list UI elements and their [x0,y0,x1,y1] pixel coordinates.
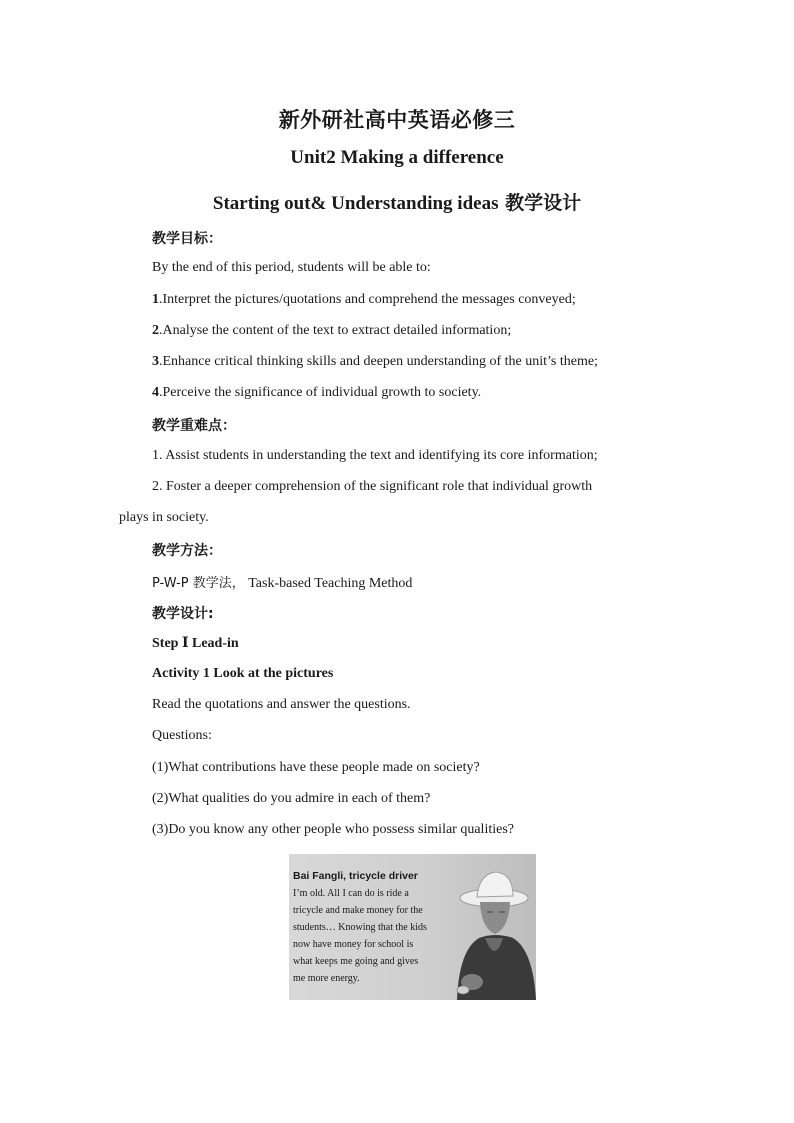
objective-text: .Interpret the pictures/quotations and comprehend the messages conveyed; [159,292,576,307]
objective-item [152,385,481,401]
lesson-title-cn: 教学设计 [498,192,582,214]
unit-title: Unit2 Making a difference [290,147,504,168]
question-item: (3)Do you know any other people who possess similar qualities? [152,822,514,837]
photo-quote-line: me more energy. [293,973,360,984]
quotation-photo [289,854,536,1000]
activity-heading: Activity 1 Look at the pictures [152,666,334,681]
photo-quote-line: students… Knowing that the kids [293,922,427,933]
methods-text-en: Task-based Teaching Method [244,576,413,591]
keypoint-item: 2. Foster a deeper comprehension of the significant role that individual growth [152,479,593,494]
objective-item [152,323,511,339]
methods-heading: 教学方法： [152,543,222,559]
methods-text [152,572,412,592]
lesson-title [0,188,794,215]
document-title: 新外研社高中英语必修三 [278,108,516,132]
objective-text: .Perceive the significance of individual growth to society. [159,385,482,400]
objectives-intro: By the end of this period, students will be able to: [152,260,431,275]
photo-quote-line: I’m old. All I can do is ride a [293,888,409,899]
objective-text: .Enhance critical thinking skills and deepen understanding of the unit’s theme; [159,354,598,369]
keypoints-heading: 教学重难点： [152,418,236,434]
objective-item [152,354,598,370]
objective-number: 2 [152,323,159,338]
question-item: (1)What contributions have these people made on society? [152,760,480,775]
activity-instruction: Read the quotations and answer the questions. [152,697,411,712]
objective-text: .Analyse the content of the text to extract detailed information; [159,323,512,338]
objective-number: 1 [152,292,159,307]
questions-label: Questions: [152,728,212,743]
keypoint-item-continuation: plays in society. [119,510,209,525]
step-heading: Step Ⅰ Lead-in [152,636,239,651]
photo-person-name: Bai Fangli, tricycle driver [293,870,418,882]
objective-number: 3 [152,354,159,369]
objective-number: 4 [152,385,159,400]
keypoint-item: 1. Assist students in understanding the text and identifying its core information; [152,448,598,463]
methods-text-cn: P-W-P 教学法， [152,576,245,591]
photo-quote-line: what keeps me going and gives [293,956,419,967]
lesson-title-en: Starting out& Understanding ideas [212,193,499,214]
objective-item [152,292,576,308]
photo-quote-line: tricycle and make money for the [293,905,423,916]
objectives-heading: 教学目标： [152,231,222,247]
photo-quote-line: now have money for school is [293,939,414,950]
question-item: (2)What qualities do you admire in each of them? [152,791,431,806]
photo-caption [293,868,427,987]
design-heading: 教学设计: [152,606,214,622]
